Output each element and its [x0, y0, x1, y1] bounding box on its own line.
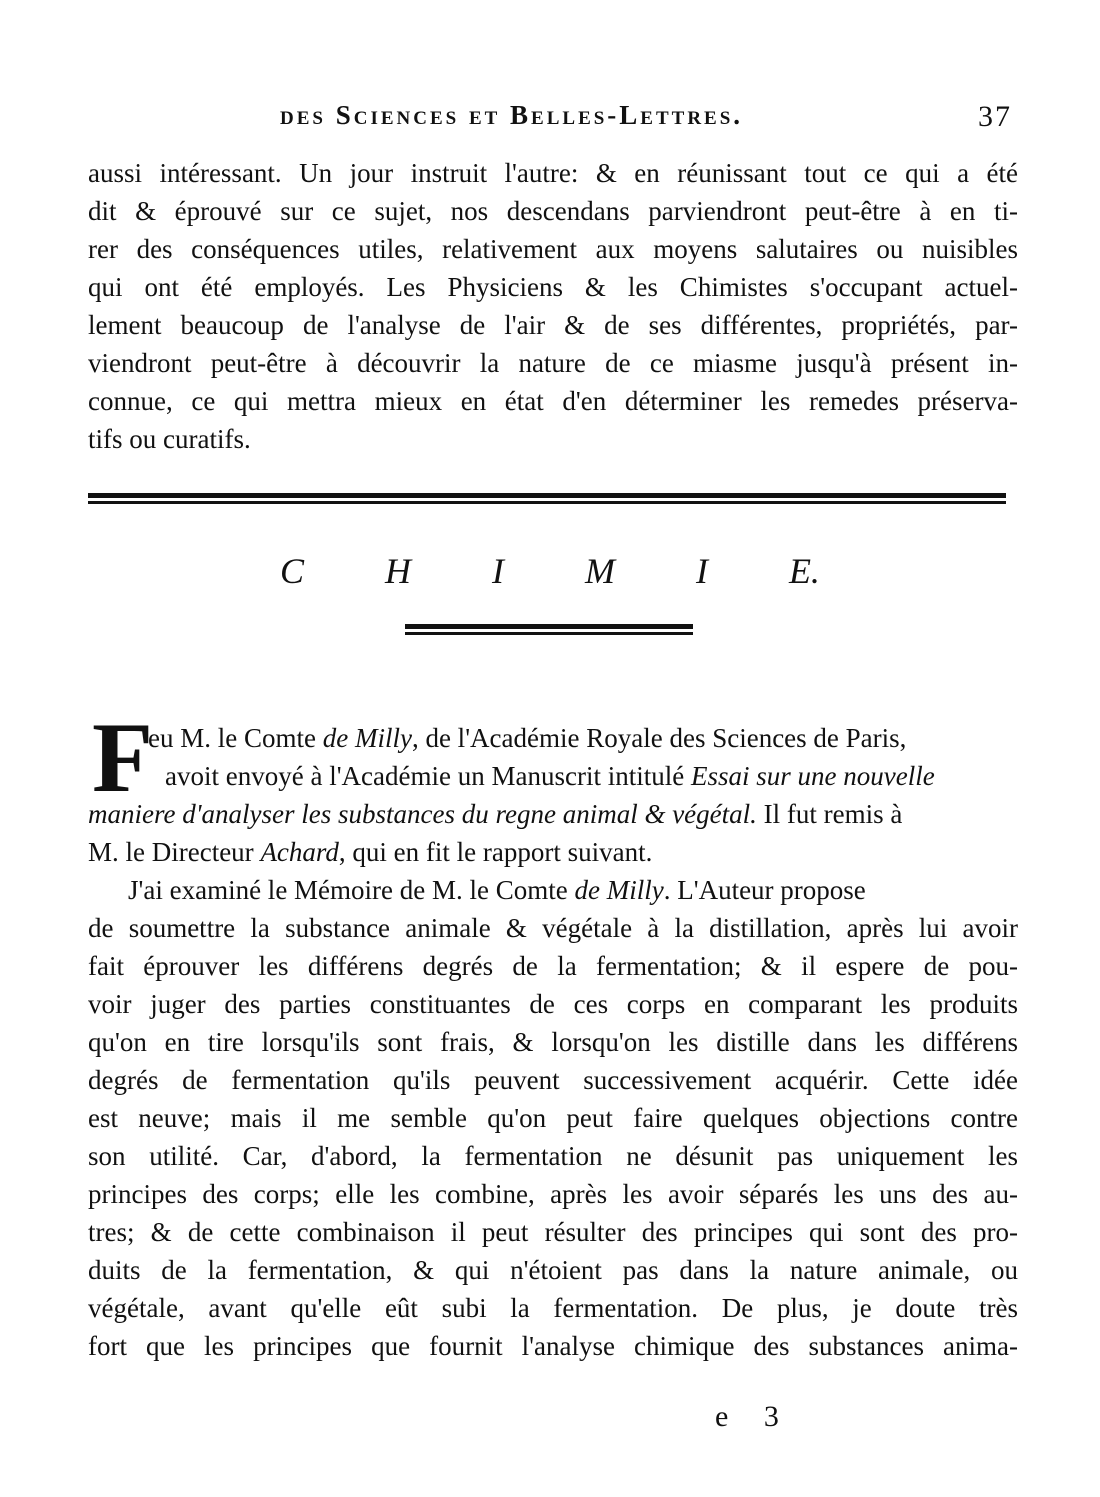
running-head: des Sciences et Belles-Lettres.	[280, 100, 744, 130]
drop-cap: F	[92, 702, 154, 813]
text-line: fort que les principes que fournit l'analyse chimique des substances anima-	[88, 1331, 1018, 1361]
text-line: de soumettre la substance animale & végétale à la distillation, après lui avoir	[88, 913, 1018, 943]
text-line: viendront peut-être à découvrir la nature de ce miasme jusqu'à présent in-	[88, 348, 1018, 378]
text-line: rer des conséquences utiles, relativement aux moyens salutaires ou nuisibles	[88, 234, 1018, 264]
title-letter: I	[695, 551, 708, 591]
text-line: qu'on en tire lorsqu'ils sont frais, & lorsqu'on les distille dans les différens	[88, 1027, 1018, 1057]
text-line	[148, 720, 1018, 756]
text-line: degrés de fermentation qu'ils peuvent successivement acquérir. Cette idée	[88, 1065, 1018, 1095]
author-name: de Milly	[574, 875, 664, 905]
text-span: , de l'Académie Royale des Sciences de Paris,	[411, 723, 907, 753]
text-line: duits de la fermentation, & qui n'étoient pas dans la nature animale, ou	[88, 1255, 1018, 1285]
text-span: Il fut remis à	[756, 799, 903, 829]
author-name: de Milly	[322, 723, 412, 753]
text-line: tifs ou curatifs.	[88, 424, 251, 454]
text-span: J'ai examiné le Mémoire de M. le Comte	[128, 875, 575, 905]
title-letter: E.	[788, 551, 820, 591]
title-letter: I	[491, 551, 504, 591]
text-line	[165, 758, 1018, 794]
text-line: principes des corps; elle les combine, après les avoir séparés les uns des au-	[88, 1179, 1018, 1209]
text-line	[88, 796, 1018, 832]
text-line: tres; & de cette combinaison il peut résulter des principes qui sont des pro-	[88, 1217, 1018, 1247]
page-number: 37	[978, 100, 1012, 133]
text-line: fait éprouver les différens degrés de la fermentation; & il espere de pou-	[88, 951, 1018, 981]
text-line: connue, ce qui mettra mieux en état d'en déterminer les remedes préserva-	[88, 386, 1018, 416]
text-line: dit & éprouvé sur ce sujet, nos descendans parviendront peut-être à en ti-	[88, 196, 1018, 226]
text-span: , qui en fit le rapport suivant.	[338, 837, 653, 867]
director-name: Achard	[260, 837, 339, 867]
section-title	[280, 550, 820, 592]
text-line: voir juger des parties constituantes de ces corps en comparant les produits	[88, 989, 1018, 1019]
text-line: aussi intéressant. Un jour instruit l'autre: & en réunissant tout ce qui a été	[88, 158, 1018, 188]
text-line: son utilité. Car, d'abord, la fermentation ne désunit pas uniquement les	[88, 1141, 1018, 1171]
title-letter: M	[584, 551, 615, 591]
text-line: végétale, avant qu'elle eût subi la fermentation. De plus, je doute très	[88, 1293, 1018, 1323]
text-span: M. le Directeur	[88, 837, 261, 867]
text-line: est neuve; mais il me semble qu'on peut faire quelques objections contre	[88, 1103, 1018, 1133]
text-line: qui ont été employés. Les Physiciens & les Chimistes s'occupant actuel-	[88, 272, 1018, 302]
text-line	[128, 872, 1018, 908]
manuscript-title: maniere d'analyser les substances du regne animal & végétal.	[88, 799, 757, 829]
manuscript-title: Essai sur une nouvelle	[690, 761, 935, 791]
title-letter: C	[280, 551, 305, 591]
section-divider-rule	[88, 493, 1006, 504]
text-span: . L'Auteur propose	[663, 875, 866, 905]
signature-mark: e 3	[715, 1400, 793, 1433]
text-span: eu M. le Comte	[148, 723, 323, 753]
text-span: avoit envoyé à l'Académie un Manuscrit intitulé	[165, 761, 691, 791]
text-line: lement beaucoup de l'analyse de l'air & de ses différentes, propriétés, par-	[88, 310, 1018, 340]
text-line	[88, 834, 1018, 870]
title-letter: H	[385, 551, 411, 591]
title-underline-rule	[405, 624, 693, 635]
